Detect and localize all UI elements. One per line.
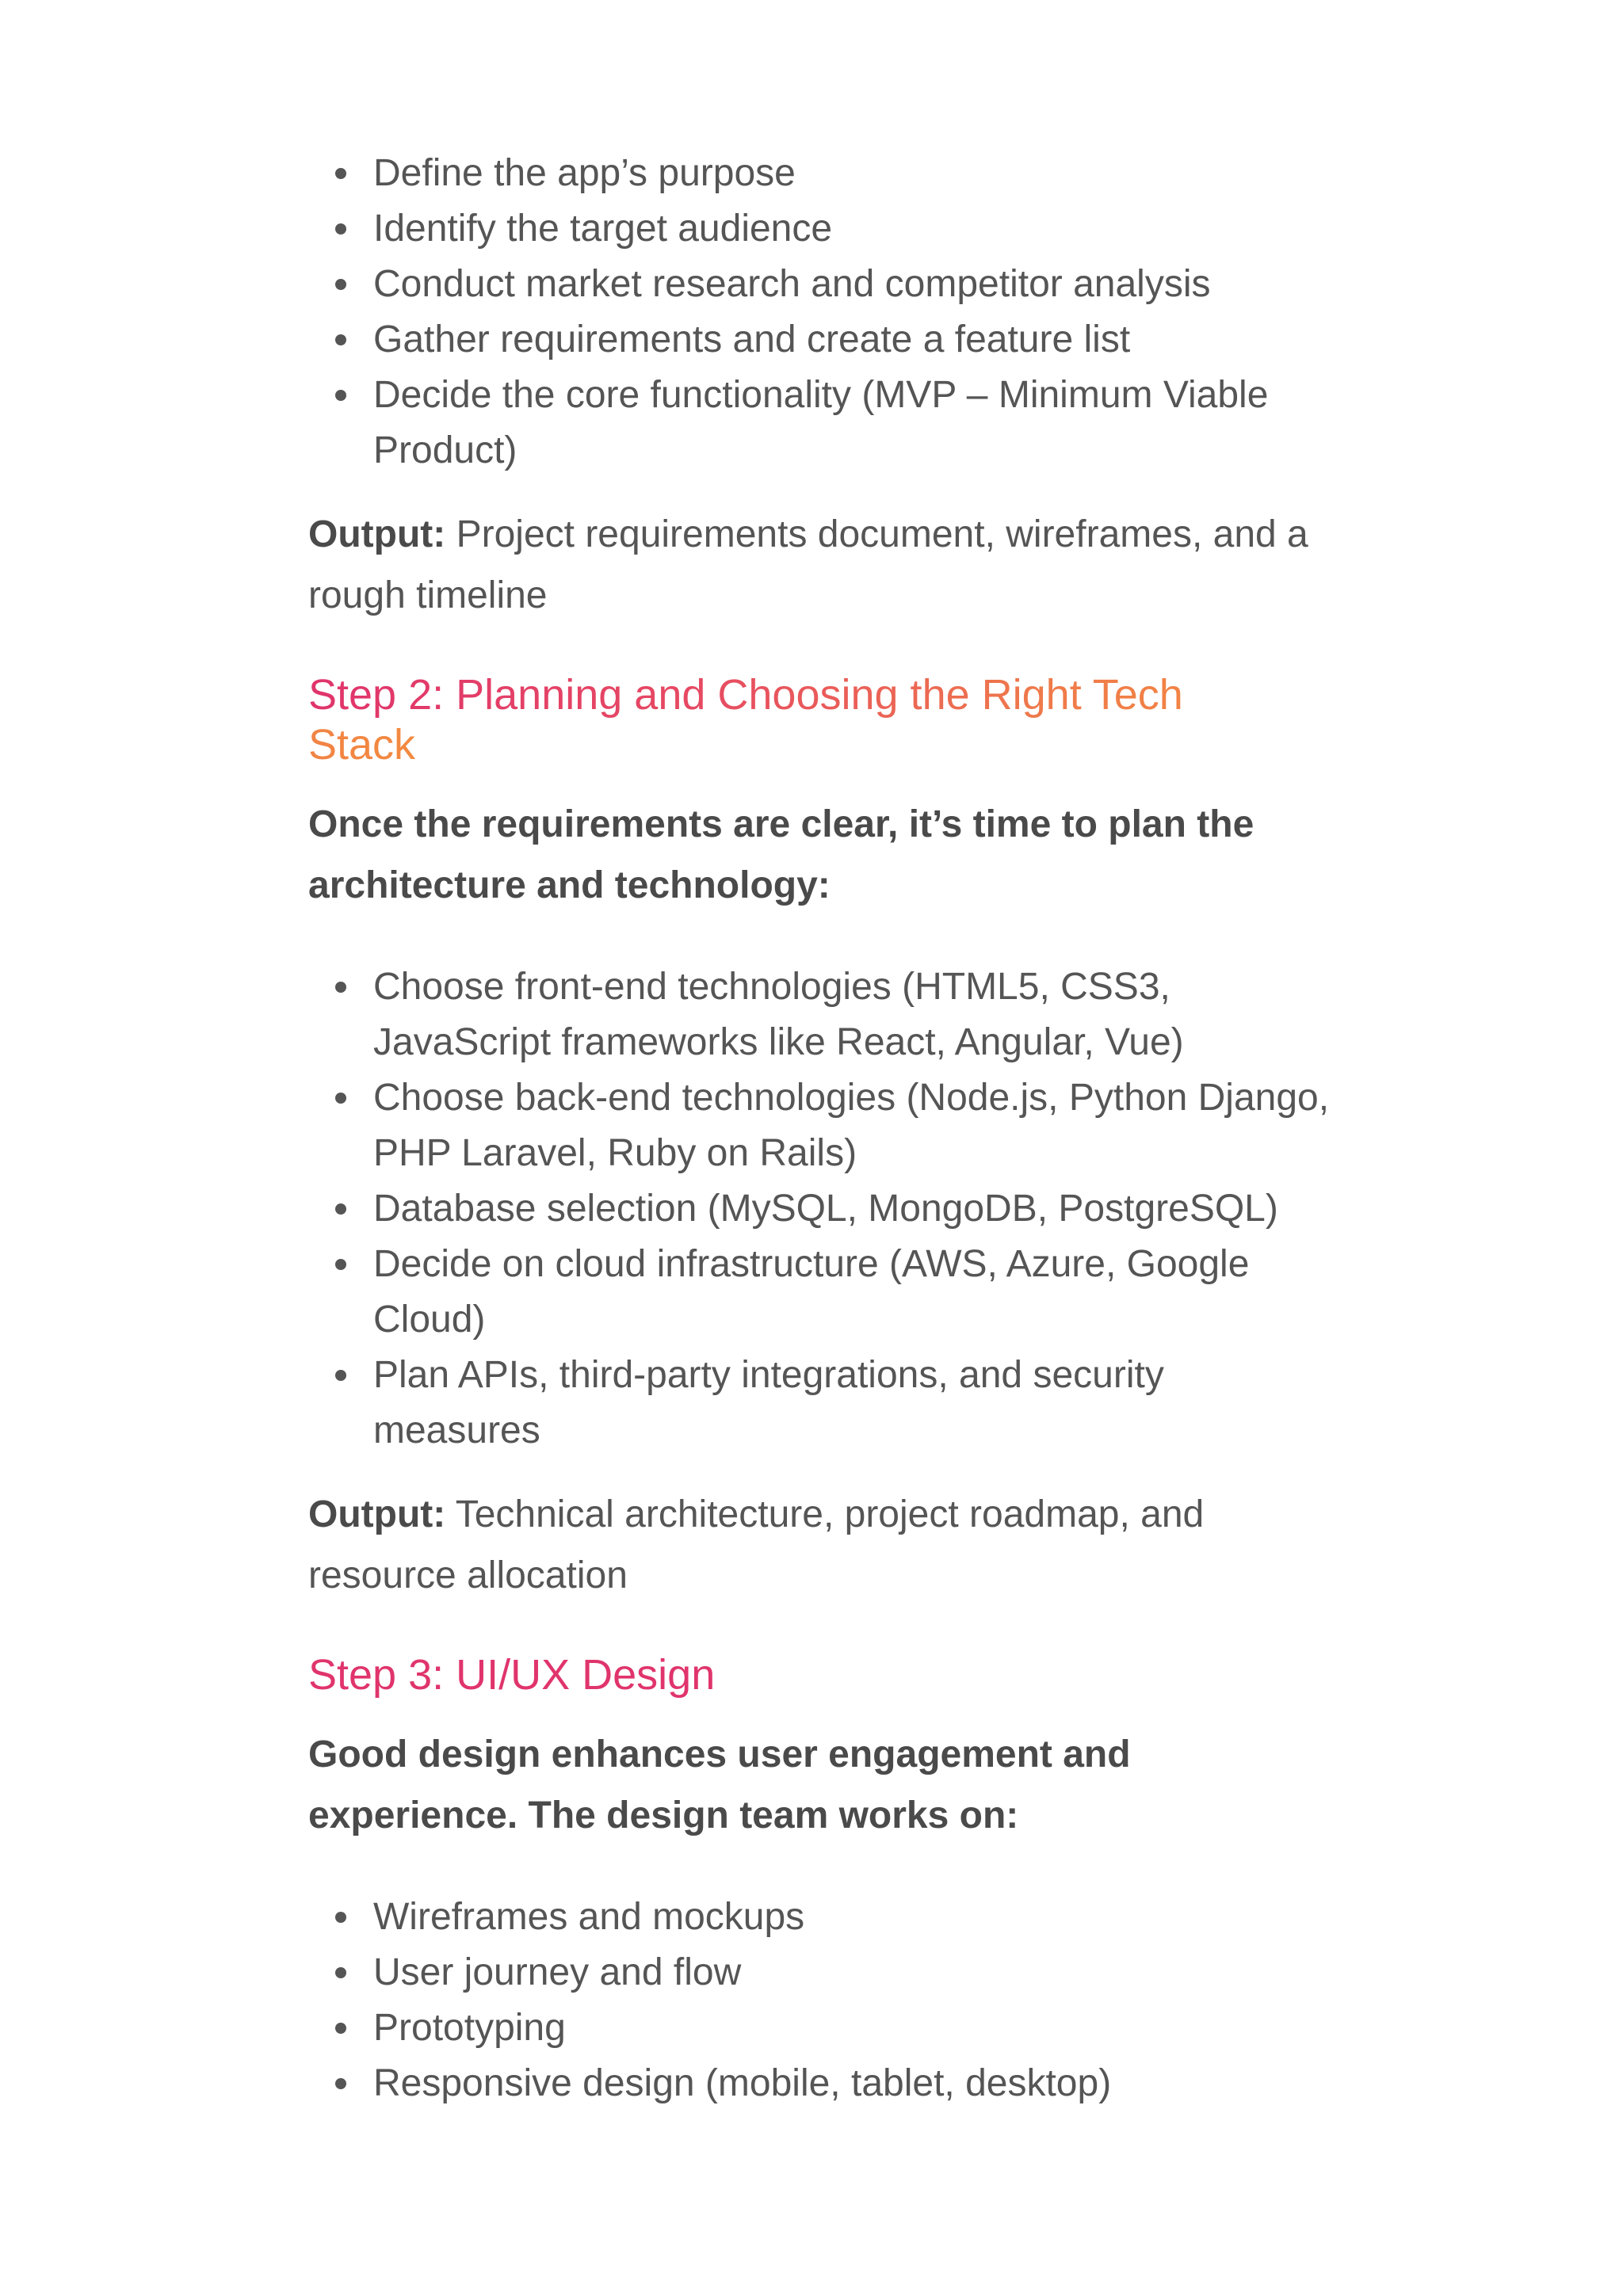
bullet-icon: [335, 1259, 346, 1270]
bullet-icon: [335, 1093, 346, 1104]
list-item: User journey and flow: [308, 1945, 1394, 2000]
list-item: Wireframes and mockups: [308, 1890, 1394, 1945]
output-label: Output:: [308, 513, 446, 555]
list-item: Identify the target audience: [308, 201, 1394, 257]
bullet-icon: [335, 390, 346, 401]
bullet-icon: [335, 168, 346, 179]
list-item: Define the app’s purpose: [308, 146, 1394, 201]
step3-bullet-list: [308, 1890, 1394, 2111]
bullet-icon: [335, 223, 346, 235]
bullet-icon: [335, 1370, 346, 1381]
list-item: Decide the core functionality (MVP – Minimum Viable Product): [308, 368, 1332, 479]
bullet-icon: [335, 2023, 346, 2034]
step2-bullet-list: [308, 959, 1338, 1459]
bullet-icon: [335, 279, 346, 290]
bullet-icon: [335, 1912, 346, 1923]
list-item: Choose back-end technologies (Node.js, Python Django, PHP Laravel, Ruby on Rails): [308, 1070, 1338, 1181]
section1-output: [308, 504, 1394, 626]
output-label: Output:: [308, 1493, 446, 1535]
output-text: Project requirements document, wireframes, and a rough timeline: [308, 513, 1308, 616]
section1-bullet-list: [308, 146, 1394, 479]
step2-output: [308, 1484, 1338, 1606]
list-item: Database selection (MySQL, MongoDB, PostgreSQL): [308, 1181, 1338, 1237]
list-item: Plan APIs, third-party integrations, and security measures: [308, 1348, 1338, 1459]
bullet-icon: [335, 982, 346, 993]
list-item: Choose front-end technologies (HTML5, CSS3, JavaScript frameworks like React, Angular, Vue): [308, 959, 1338, 1070]
list-item: Gather requirements and create a feature list: [308, 312, 1394, 368]
list-item: Prototyping: [308, 2000, 1394, 2056]
bullet-icon: [335, 1967, 346, 1978]
output-text: Technical architecture, project roadmap, and resource allocation: [308, 1493, 1205, 1596]
bullet-icon: [335, 1203, 346, 1215]
step3-intro: Good design enhances user engagement and experience. The design team works on:: [308, 1733, 1131, 1836]
list-item: Responsive design (mobile, tablet, desktop): [308, 2056, 1394, 2111]
step2-heading: Step 2: Planning and Choosing the Right Tech Stack: [308, 671, 1183, 769]
step3-heading: Step 3: UI/UX Design: [308, 1651, 716, 1699]
step2-intro: Once the requirements are clear, it’s time to plan the architecture and technology:: [308, 803, 1254, 906]
bullet-icon: [335, 2078, 346, 2089]
list-item: Decide on cloud infrastructure (AWS, Azure, Google Cloud): [308, 1237, 1338, 1348]
document-page: [308, 146, 1394, 2111]
bullet-icon: [335, 334, 346, 345]
list-item: Conduct market research and competitor analysis: [308, 257, 1394, 312]
